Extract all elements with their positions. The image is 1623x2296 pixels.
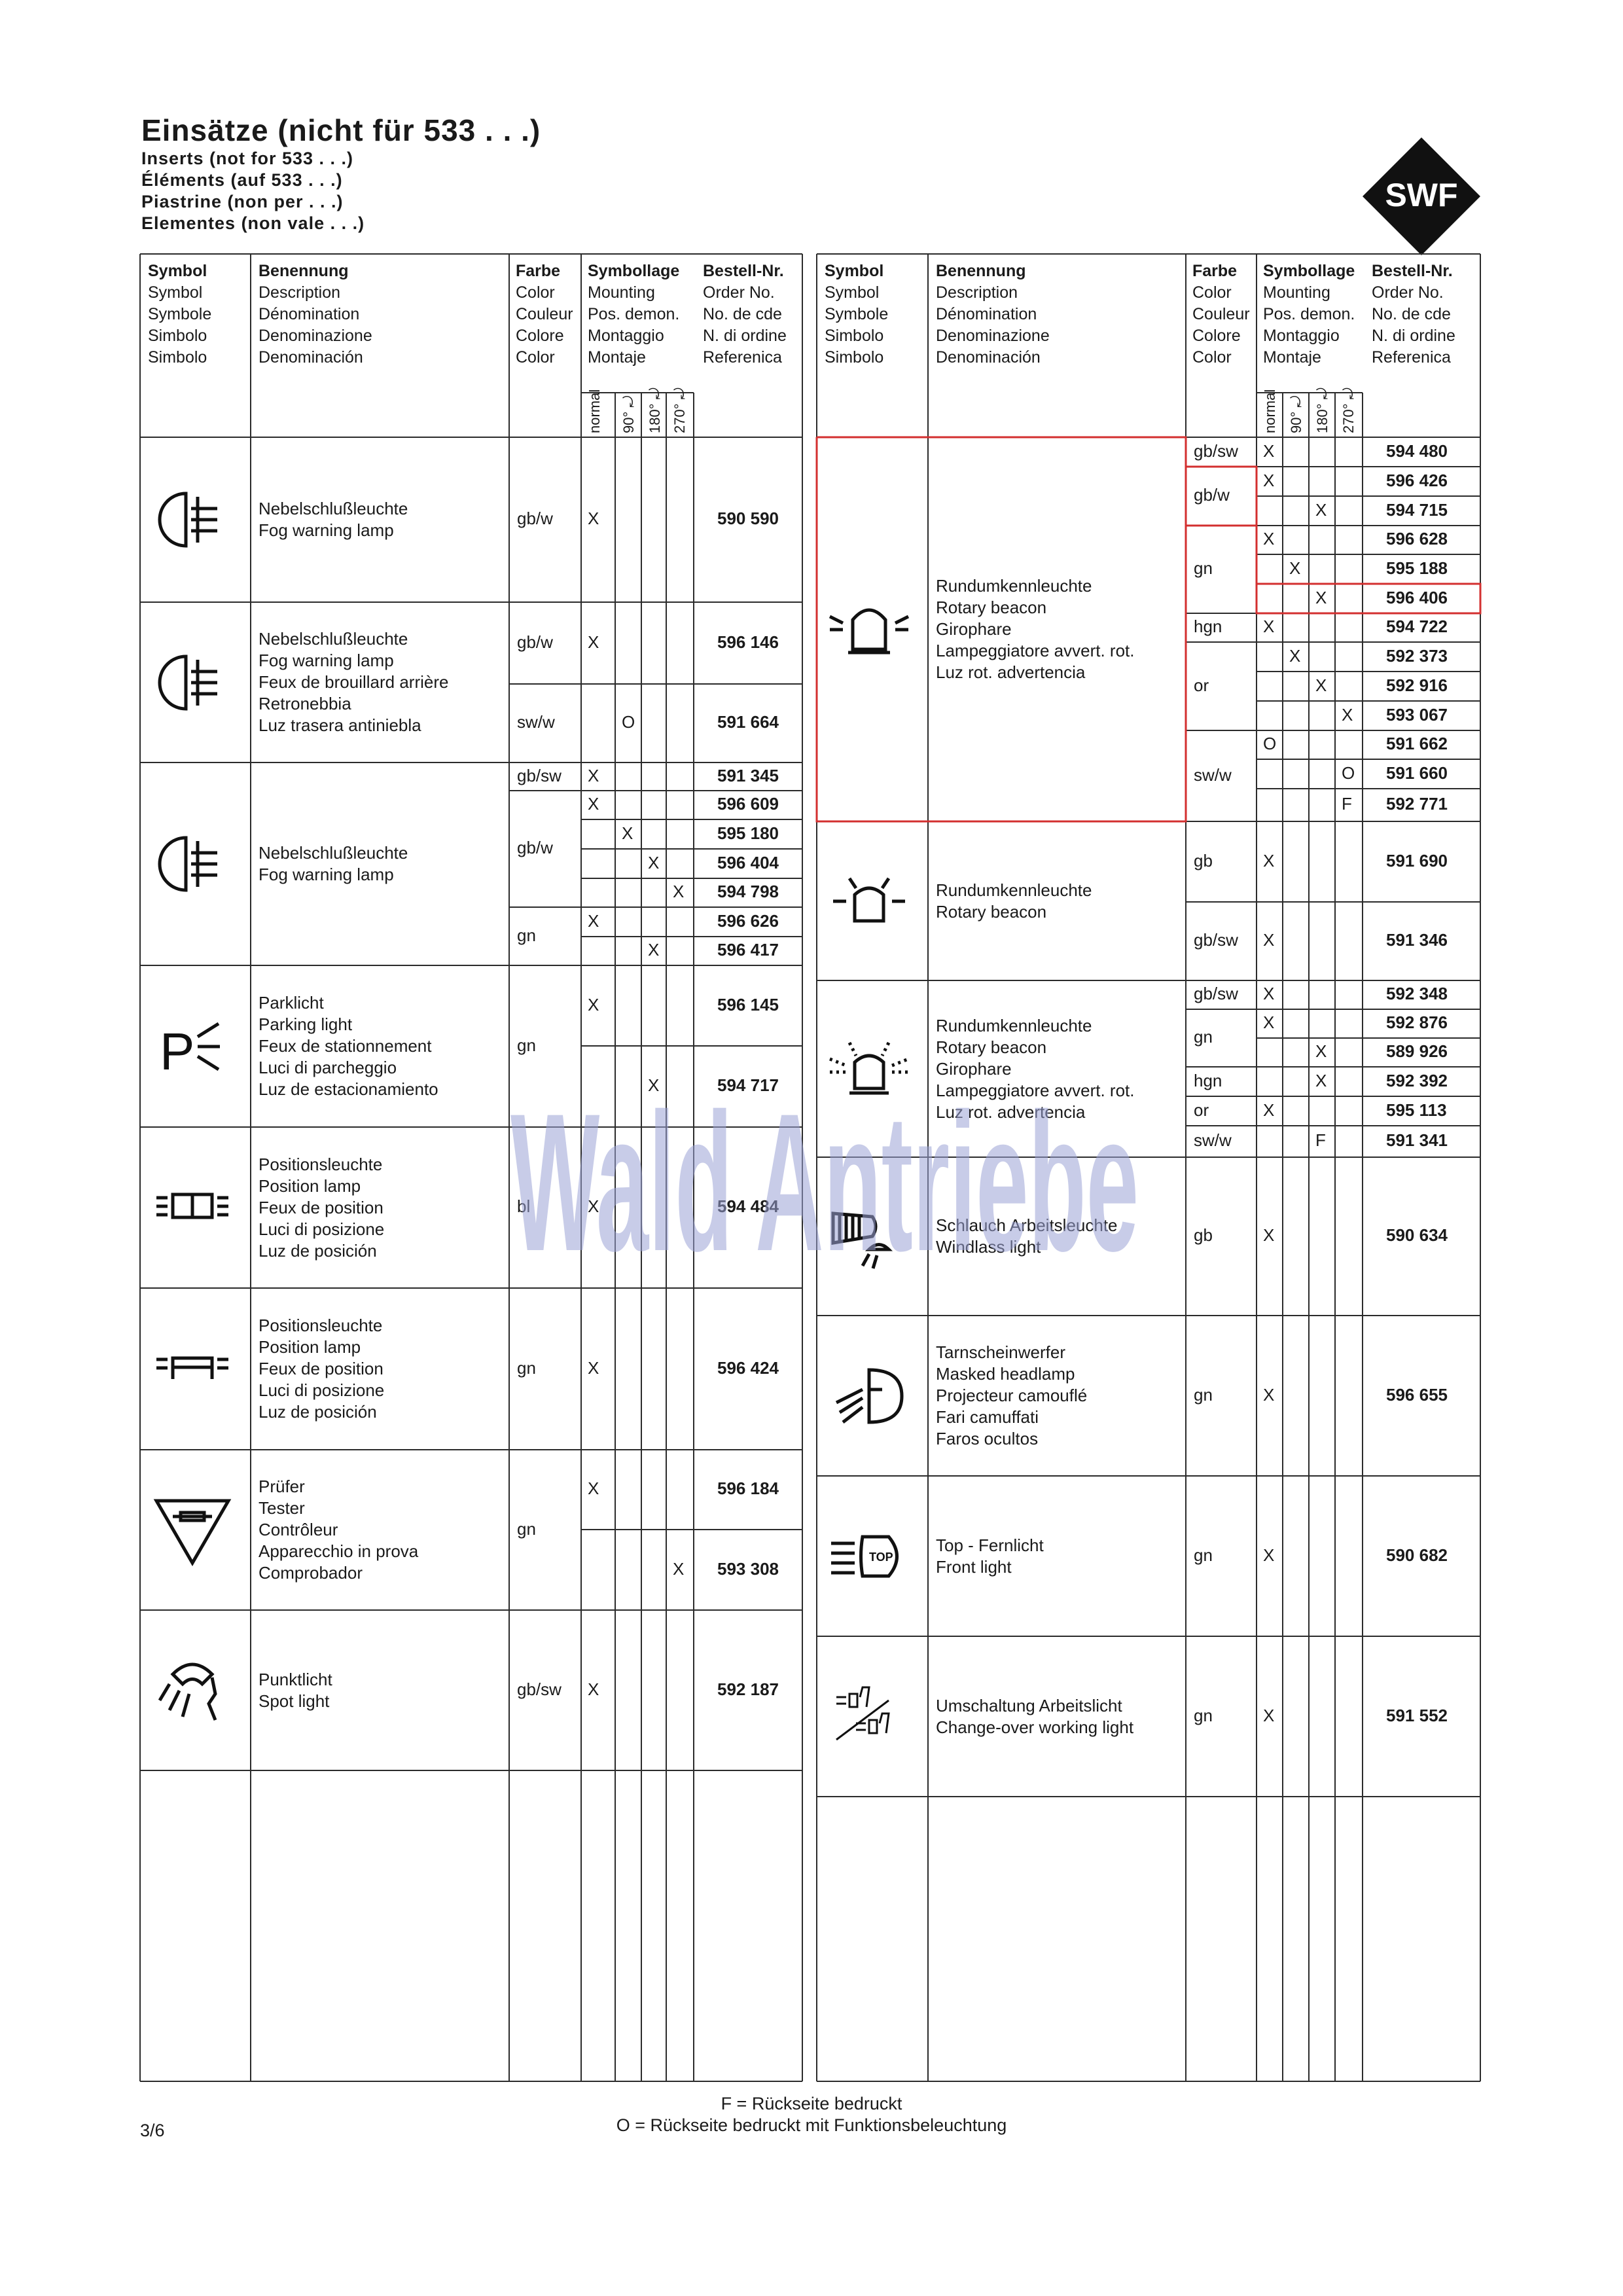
right-desc-6: Umschaltung Arbeitslicht — [936, 1695, 1122, 1715]
right-desc-6: Change-over working light — [936, 1717, 1134, 1737]
right-order-number: 594 480 — [1386, 440, 1448, 461]
left-header-mounting: Pos. demon. — [588, 305, 680, 323]
left-desc-6: Apparecchio in prova — [259, 1541, 419, 1561]
right-order-number: 593 067 — [1386, 704, 1448, 725]
svg-text:P: P — [160, 1022, 195, 1081]
right-header-order: Referenica — [1372, 348, 1451, 367]
left-header-symbol: Symbole — [148, 305, 212, 323]
left-header-order: Order No. — [703, 283, 775, 302]
right-desc-4: Fari camuffati — [936, 1407, 1039, 1427]
right-order-number: 594 715 — [1386, 499, 1448, 520]
right-order-number: 596 426 — [1386, 470, 1448, 490]
left-mark: X — [622, 823, 633, 843]
right-desc-3: Windlass light — [936, 1237, 1041, 1257]
right-mark: X — [1263, 930, 1275, 950]
right-header-color: Couleur — [1192, 305, 1250, 323]
right-mark: X — [1263, 1384, 1275, 1405]
left-desc-6: Contrôleur — [259, 1520, 338, 1539]
left-order-number: 594 484 — [717, 1196, 779, 1216]
left-mount-pos-1: 90° ⤾ — [620, 395, 637, 433]
left-color-1: sw/w — [517, 712, 555, 732]
left-header-symbol: Simbolo — [148, 327, 207, 345]
left-desc-1: Retronebbia — [259, 694, 351, 713]
left-header-color: Color — [516, 348, 555, 367]
right-mark: X — [1315, 1070, 1327, 1090]
top-front-light-icon — [823, 1520, 921, 1596]
left-order-number: 596 146 — [717, 632, 779, 652]
left-header-description: Denominazione — [259, 327, 372, 345]
right-mark: X — [1263, 440, 1275, 461]
left-order-number: 594 798 — [717, 882, 779, 901]
left-order-number: 590 590 — [717, 509, 779, 528]
right-header-color: Color — [1192, 283, 1232, 302]
left-header-symbol: Simbolo — [148, 348, 207, 367]
left-mark: X — [588, 910, 599, 931]
left-color-7: gb/sw — [517, 1679, 562, 1699]
right-order-number: 592 876 — [1386, 1013, 1448, 1032]
left-mark: X — [588, 1679, 599, 1699]
left-mark: X — [588, 509, 599, 528]
left-mark: X — [588, 1479, 599, 1498]
left-color-2: gb/sw — [517, 765, 562, 785]
right-order-number: 592 392 — [1386, 1070, 1448, 1090]
left-mount-pos-2: 180° ⤾ — [647, 387, 663, 433]
change-over-working-light-icon — [823, 1681, 921, 1756]
right-mark: X — [1263, 1013, 1275, 1032]
left-header-symbol: Symbol — [148, 283, 203, 302]
right-desc-0: Rotary beacon — [936, 598, 1047, 617]
left-header-order: N. di ordine — [703, 327, 787, 345]
left-header-mounting: Mounting — [588, 283, 655, 302]
fog-warning-lamp-icon — [147, 484, 245, 559]
masked-headlamp-icon — [823, 1360, 921, 1435]
right-color-2: gb/sw — [1194, 984, 1238, 1003]
right-desc-0: Lampeggiatore avvert. rot. — [936, 641, 1135, 660]
left-color-6: gn — [517, 1518, 536, 1539]
right-desc-2: Rundumkennleuchte — [936, 1015, 1092, 1035]
left-mark: X — [648, 940, 660, 960]
right-header-description: Benennung — [936, 262, 1026, 280]
right-desc-0: Girophare — [936, 619, 1012, 639]
right-color-3: gb — [1194, 1225, 1213, 1245]
left-desc-3: Feux de stationnement — [259, 1036, 432, 1056]
left-header-order: Referenica — [703, 348, 782, 367]
page-number: 3/6 — [140, 2121, 165, 2140]
right-order-number: 592 771 — [1386, 794, 1448, 814]
right-color-2: sw/w — [1194, 1130, 1232, 1150]
left-desc-0: Fog warning lamp — [259, 520, 394, 540]
left-order-number: 596 417 — [717, 940, 779, 960]
right-header-mounting: Symbollage — [1263, 262, 1355, 280]
right-desc-4: Masked headlamp — [936, 1364, 1075, 1384]
left-header-symbol: Symbol — [148, 262, 207, 280]
left-desc-3: Luci di parcheggio — [259, 1058, 397, 1077]
footnote-o: O = Rückseite bedruckt mit Funktionsbeleuchtung — [616, 2115, 1007, 2135]
left-desc-7: Spot light — [259, 1691, 330, 1711]
right-order-number: 594 722 — [1386, 617, 1448, 636]
right-header-color: Farbe — [1192, 262, 1238, 280]
right-desc-2: Lampeggiatore avvert. rot. — [936, 1080, 1135, 1100]
right-mark: X — [1315, 675, 1327, 695]
right-mark: X — [1342, 704, 1353, 725]
left-header-color: Colore — [516, 327, 564, 345]
right-order-number: 591 552 — [1386, 1705, 1448, 1725]
right-mark: X — [1263, 1100, 1275, 1120]
right-mark: X — [1263, 617, 1275, 636]
right-desc-3: Schlauch Arbeitsleuchte — [936, 1215, 1118, 1235]
right-mark: X — [1315, 587, 1327, 607]
right-color-5: gn — [1194, 1545, 1213, 1565]
position-lamp-open-icon — [147, 1333, 245, 1408]
right-header-description: Dénomination — [936, 305, 1037, 323]
fog-warning-lamp-icon — [147, 828, 245, 903]
left-desc-5: Feux de position — [259, 1359, 383, 1378]
title-line-en: Inserts (not for 533 . . .) — [141, 149, 354, 168]
right-header-symbol: Symbol — [825, 283, 880, 302]
page-title: Einsätze (nicht für 533 . . .) — [141, 113, 541, 147]
left-header-order: Bestell-Nr. — [703, 262, 784, 280]
left-desc-3: Parklicht — [259, 993, 324, 1013]
left-color-5: gn — [517, 1357, 536, 1378]
right-mount-pos-2: 180° ⤾ — [1314, 387, 1330, 433]
right-order-number: 590 682 — [1386, 1545, 1448, 1565]
right-mark: X — [1263, 984, 1275, 1003]
rotary-beacon-flashing-icon — [823, 1033, 921, 1108]
svg-text:TOP: TOP — [869, 1550, 893, 1564]
right-desc-5: Front light — [936, 1556, 1012, 1577]
left-color-1: gb/w — [517, 632, 553, 652]
title-line-it: Piastrine (non per . . .) — [141, 192, 344, 211]
right-order-number: 592 348 — [1386, 984, 1448, 1003]
left-order-number: 594 717 — [717, 1075, 779, 1095]
right-order-number: 595 188 — [1386, 558, 1448, 578]
right-mark: X — [1263, 470, 1275, 490]
left-header-description: Benennung — [259, 262, 349, 280]
left-desc-4: Luci di posizione — [259, 1219, 385, 1239]
right-desc-2: Luz rot. advertencia — [936, 1102, 1086, 1122]
left-desc-6: Prüfer — [259, 1477, 305, 1496]
right-mark: X — [1263, 1545, 1275, 1565]
right-mark: X — [1289, 645, 1301, 666]
left-desc-5: Positionsleuchte — [259, 1316, 383, 1335]
right-desc-4: Faros ocultos — [936, 1429, 1039, 1448]
right-mark: O — [1342, 762, 1355, 783]
right-mount-pos-3: 270° ⤾ — [1340, 387, 1357, 433]
left-color-4: bl — [517, 1196, 531, 1216]
left-order-number: 591 664 — [717, 712, 779, 732]
left-desc-4: Feux de position — [259, 1197, 383, 1217]
right-color-6: gn — [1194, 1705, 1213, 1725]
left-order-number: 591 345 — [717, 765, 779, 785]
title-line-es: Elementes (non vale . . .) — [141, 213, 365, 233]
right-color-0: or — [1194, 675, 1209, 695]
right-header-symbol: Symbol — [825, 262, 884, 280]
right-desc-2: Girophare — [936, 1058, 1012, 1079]
title-line-fr: Éléments (auf 533 . . .) — [141, 170, 343, 190]
right-color-0: gb/w — [1194, 485, 1230, 505]
rotary-beacon-small-icon — [823, 865, 921, 941]
right-mark: X — [1263, 529, 1275, 548]
left-mark: X — [588, 794, 599, 814]
left-desc-6: Comprobador — [259, 1563, 363, 1583]
left-header-mounting: Symbollage — [588, 262, 680, 280]
left-mark: X — [588, 632, 599, 652]
left-order-number: 596 626 — [717, 910, 779, 931]
left-desc-2: Nebelschlußleuchte — [259, 843, 408, 863]
left-order-number: 596 404 — [717, 852, 779, 872]
right-desc-1: Rundumkennleuchte — [936, 880, 1092, 900]
left-mount-pos-3: 270° ⤾ — [671, 387, 688, 433]
right-desc-5: Top - Fernlicht — [936, 1535, 1044, 1555]
fog-warning-lamp-icon — [147, 647, 245, 722]
left-desc-1: Fog warning lamp — [259, 651, 394, 670]
right-order-number: 591 662 — [1386, 734, 1448, 753]
right-header-description: Denominazione — [936, 327, 1050, 345]
left-order-number: 596 145 — [717, 994, 779, 1014]
right-mark: X — [1315, 1041, 1327, 1061]
right-color-2: hgn — [1194, 1070, 1222, 1090]
right-mark: X — [1263, 850, 1275, 870]
left-desc-3: Parking light — [259, 1014, 353, 1034]
right-mark: F — [1342, 794, 1352, 814]
right-mark: X — [1315, 499, 1327, 520]
left-desc-3: Luz de estacionamiento — [259, 1079, 438, 1099]
left-header-description: Denominación — [259, 348, 363, 367]
right-order-number: 596 655 — [1386, 1384, 1448, 1405]
left-desc-1: Feux de brouillard arrière — [259, 672, 449, 692]
right-header-description: Denominación — [936, 348, 1041, 367]
spot-light-icon — [147, 1655, 245, 1730]
right-mark: X — [1263, 1225, 1275, 1245]
left-mark: X — [648, 1075, 660, 1095]
left-mark: X — [588, 1357, 599, 1378]
right-color-0: hgn — [1194, 617, 1222, 636]
right-order-number: 592 373 — [1386, 645, 1448, 666]
left-header-description: Description — [259, 283, 341, 302]
left-header-mounting: Montaje — [588, 348, 646, 367]
right-header-order: Order No. — [1372, 283, 1444, 302]
left-order-number: 592 187 — [717, 1679, 779, 1699]
right-color-2: gn — [1194, 1027, 1213, 1047]
left-color-2: gn — [517, 925, 536, 945]
right-mark: F — [1315, 1130, 1326, 1150]
windlass-light-icon — [823, 1200, 921, 1276]
right-order-number: 591 690 — [1386, 850, 1448, 870]
left-header-color: Color — [516, 283, 555, 302]
right-header-mounting: Mounting — [1263, 283, 1330, 302]
right-mark: O — [1263, 734, 1277, 753]
right-color-0: gn — [1194, 558, 1213, 578]
right-order-number: 591 341 — [1386, 1130, 1448, 1150]
left-desc-7: Punktlicht — [259, 1669, 332, 1689]
right-order-number: 592 916 — [1386, 675, 1448, 695]
right-desc-0: Luz rot. advertencia — [936, 662, 1086, 682]
right-color-2: or — [1194, 1100, 1209, 1120]
left-order-number: 596 184 — [717, 1479, 779, 1498]
left-desc-0: Nebelschlußleuchte — [259, 499, 408, 518]
right-header-symbol: Symbole — [825, 305, 889, 323]
right-header-color: Colore — [1192, 327, 1241, 345]
left-order-number: 593 308 — [717, 1558, 779, 1579]
left-mount-pos-0: normal — [586, 389, 603, 433]
left-header-mounting: Montaggio — [588, 327, 664, 345]
left-mark: X — [588, 765, 599, 785]
right-desc-4: Tarnscheinwerfer — [936, 1342, 1065, 1362]
left-desc-4: Luz de posición — [259, 1240, 377, 1261]
right-color-4: gn — [1194, 1384, 1213, 1405]
left-mark: X — [673, 882, 685, 901]
right-header-symbol: Simbolo — [825, 327, 884, 345]
watermark-text: Wald Antriebe — [510, 1072, 1139, 1292]
rotary-beacon-icon — [823, 594, 921, 669]
right-header-order: No. de cde — [1372, 305, 1451, 323]
left-header-description: Dénomination — [259, 305, 360, 323]
left-mark: X — [648, 852, 660, 872]
right-order-number: 589 926 — [1386, 1041, 1448, 1061]
left-desc-6: Tester — [259, 1498, 305, 1518]
left-desc-5: Luz de posición — [259, 1402, 377, 1422]
left-desc-5: Luci di posizione — [259, 1380, 385, 1400]
right-order-number: 596 406 — [1386, 587, 1448, 607]
right-order-number: 591 660 — [1386, 762, 1448, 783]
right-header-mounting: Pos. demon. — [1263, 305, 1355, 323]
right-color-0: sw/w — [1194, 764, 1232, 785]
left-mark: O — [622, 712, 635, 732]
left-order-number: 596 609 — [717, 794, 779, 814]
left-desc-1: Luz trasera antiniebla — [259, 715, 421, 735]
left-mark: X — [588, 994, 599, 1014]
right-desc-2: Rotary beacon — [936, 1037, 1047, 1057]
left-color-3: gn — [517, 1035, 536, 1055]
right-mount-pos-0: normal — [1262, 389, 1278, 433]
left-desc-5: Position lamp — [259, 1337, 361, 1357]
left-header-order: No. de cde — [703, 305, 782, 323]
right-header-color: Color — [1192, 348, 1232, 367]
parking-light-icon — [147, 1011, 245, 1086]
left-desc-1: Nebelschlußleuchte — [259, 629, 408, 649]
right-desc-1: Rotary beacon — [936, 901, 1047, 922]
right-order-number: 596 628 — [1386, 529, 1448, 548]
right-header-order: Bestell-Nr. — [1372, 262, 1453, 280]
left-desc-4: Positionsleuchte — [259, 1154, 383, 1174]
footnote-f: F = Rückseite bedruckt — [721, 2094, 902, 2113]
right-header-order: N. di ordine — [1372, 327, 1455, 345]
left-header-color: Farbe — [516, 262, 561, 280]
left-desc-4: Position lamp — [259, 1175, 361, 1196]
right-mount-pos-1: 90° ⤾ — [1288, 395, 1304, 433]
right-order-number: 595 113 — [1386, 1100, 1447, 1120]
right-header-symbol: Simbolo — [825, 348, 884, 367]
right-color-1: gb — [1194, 850, 1213, 870]
left-desc-2: Fog warning lamp — [259, 865, 394, 884]
footnotes — [0, 2093, 1623, 2136]
right-color-0: gb/sw — [1194, 440, 1238, 461]
right-header-description: Description — [936, 283, 1018, 302]
right-mark: X — [1289, 558, 1301, 578]
logo-text: SWF — [1385, 177, 1458, 213]
right-header-mounting: Montaje — [1263, 348, 1321, 367]
right-color-1: gb/sw — [1194, 930, 1238, 950]
position-lamp-icon — [147, 1172, 245, 1247]
right-desc-4: Projecteur camouflé — [936, 1386, 1088, 1405]
left-order-number: 595 180 — [717, 823, 779, 843]
right-order-number: 591 346 — [1386, 930, 1448, 950]
left-color-2: gb/w — [517, 838, 553, 857]
right-header-mounting: Montaggio — [1263, 327, 1340, 345]
tester-icon — [147, 1494, 245, 1570]
left-mark: X — [673, 1558, 685, 1579]
right-mark: X — [1263, 1705, 1275, 1725]
left-color-0: gb/w — [517, 509, 553, 528]
left-header-color: Couleur — [516, 305, 573, 323]
right-order-number: 590 634 — [1386, 1225, 1448, 1245]
right-desc-0: Rundumkennleuchte — [936, 576, 1092, 596]
left-order-number: 596 424 — [717, 1357, 779, 1378]
left-mark: X — [588, 1196, 599, 1216]
